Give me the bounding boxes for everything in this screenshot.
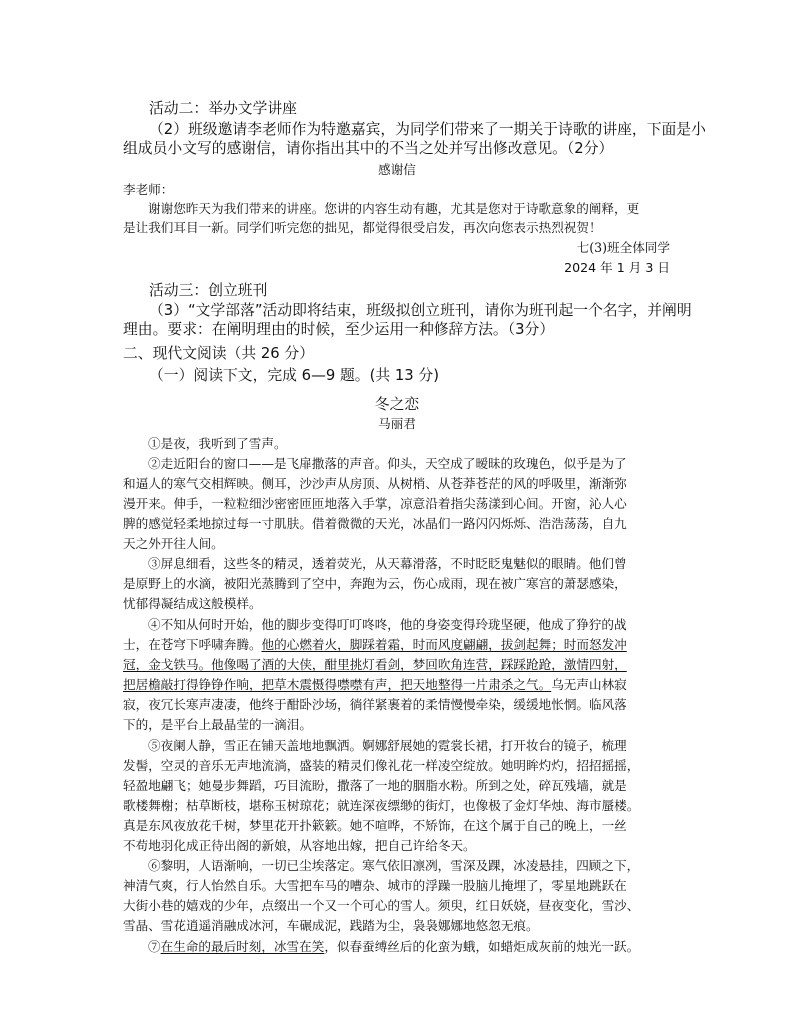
paragraph5-line1: ⑤夜阑人静，雪正在铺天盖地地飘洒。婀娜舒展她的霓裳长裙，打开妆台的镜子，梳理 [148, 738, 627, 753]
paragraph2-line2: 和逼人的寒气交相辉映。侧耳，沙沙声从房顶、从树梢、从苍莽苍茫的风的呼吸里，渐渐弥 [123, 476, 627, 491]
paragraph2-line5: 天之外开往人间。 [123, 536, 224, 551]
paragraph4-underlined-text: 他的心燃着火，脚踩着霜，时而风度翩翩，拔剑起舞；时而怒发冲 [261, 637, 627, 652]
paragraph3-line2: 是原野上的水滴，被阳光蒸腾到了空中，奔跑为云，伤心成雨，现在被广寒宫的萧瑟感染， [123, 576, 627, 591]
activity2-question-line1: （2）班级邀请李老师作为特邀嘉宾，为同学们带来了一期关于诗歌的讲座，下面是小 [149, 121, 706, 138]
activity2-question-line2: 组成员小文写的感谢信，请你指出其中的不当之处并写出修改意见。（2分） [123, 140, 614, 157]
activity3-question-line1: （3）“文学部落”活动即将结束，班级拟创立班刊，请你为班刊起一个名字，并阐明 [149, 302, 692, 319]
letter-body-line2: 是让我们耳目一新。同学们听完您的拙见，都觉得很受启发，再次向您表示热烈祝贺！ [123, 220, 602, 235]
letter-body-line1: 谢谢您昨天为我们带来的讲座。您讲的内容生动有趣，尤其是您对于诗歌意象的阐释，更 [148, 201, 640, 216]
letter-salutation: 李老师： [123, 182, 174, 197]
paragraph5-line4: 歌楼舞榭；枯草断枝，堪称玉树琼花；就连深夜缥缈的街灯，也像极了金灯华烛、海市蜃楼。 [123, 798, 640, 813]
paragraph5-line5: 真是东风夜放花千树，梦里花开扑簌簌。她不喧哗，不矫饰，在这个属于自己的晚上，一丝 [123, 818, 627, 833]
paragraph3-line1: ③屏息细看，这些冬的精灵，透着荧光，从天幕滑落，不时眨眨鬼魅似的眼睛。他们曾 [148, 556, 627, 571]
paragraph7-underlined-text: 在生命的最后时刻，冰雪在笑 [160, 939, 325, 954]
section2-subheading: （一）阅读下文，完成 6—9 题。(共 13 分) [149, 367, 439, 384]
paragraph7-number: ⑦ [148, 939, 161, 954]
paragraph6-line4: 雪晶、雪花逍遥消融成冰河，车碾成泥，践踏为尘，袅袅娜娜地悠忽无痕。 [123, 918, 539, 933]
paragraph5-line2: 发髻，空灵的音乐无声地流淌，盛装的精灵们像礼花一样凌空绽放。她明眸灼灼，招招摇摇， [123, 758, 640, 773]
paragraph6-line2: 神清气爽，行人怡然自乐。大雪把车马的嘈杂、城市的浮躁一股脑儿掩埋了，零星地跳跃在 [123, 878, 627, 893]
paragraph6-line3: 大街小巷的嬉戏的少年，点缀出一个又一个可心的雪人。须臾，红日妖娆，昼夜变化，雪沙、 [123, 898, 640, 913]
paragraph5-line3: 轻盈地翩飞；她曼步舞蹈，巧目流盼，撒落了一地的胭脂水粉。所到之处，碎瓦残墙，就是 [123, 778, 627, 793]
paragraph4-line3-underlined: 冠，金戈铁马。他像喝了酒的大侠，酣里挑灯看剑，梦回吹角连营，踩踩跄跄，激情四射， [123, 657, 627, 672]
paragraph2-line1: ②走近阳台的窗口——是飞扉撒落的声音。仰头，天空成了暧昧的玫瑰色，似乎是为了 [148, 456, 627, 471]
paragraph4-line6: 下的，是平台上最晶莹的一滴泪。 [123, 717, 312, 732]
paragraph7-line1 [148, 939, 639, 954]
paragraph4-line4-plain: 乌无声山林寂 [551, 677, 627, 692]
paragraph7-rest: ，似春蚕缚丝后的化蛮为蛾，如蜡炬成灰前的烛光一跃。 [324, 939, 640, 954]
paragraph4-line4 [123, 677, 627, 692]
letter-date: 2024 年 1 月 3 日 [564, 260, 670, 275]
section2-heading: 二、现代文阅读（共 26 分） [123, 345, 315, 362]
article-paragraph-1: ①是夜，我听到了雪声。 [148, 436, 287, 451]
activity3-question-line2: 理由。要求：在阐明理由的时候，至少运用一种修辞方法。（3分） [123, 321, 555, 338]
paragraph4-line4-underlined: 把居檐敲打得铮铮作响，把草木震慑得噤噤有声，把天地整得一片肃杀之气。 [123, 677, 552, 692]
paragraph5-line6: 不苟地羽化成正待出阁的新娘，从容地出嫁，把自己许给冬天。 [123, 838, 476, 853]
activity3-heading: 活动三：创立班刊 [149, 282, 268, 299]
paragraph4-line2-plain: 士，在苍穹下呼啸奔腾。 [123, 637, 262, 652]
paragraph4-line2 [123, 637, 627, 652]
paragraph4-line5: 寂，夜冗长寒声凄凄，他终于酣卧沙场，徜徉紧裹着的柔情慢慢牵染，缓缓地怅惘。临风落 [123, 697, 627, 712]
letter-signature: 七(3)班全体同学 [576, 240, 670, 255]
paragraph4-line1: ④不知从何时开始，他的脚步变得叮叮咚咚，他的身姿变得玲珑坚硬，他成了狰狞的战 [148, 617, 627, 632]
activity2-heading: 活动二：举办文学讲座 [149, 100, 297, 117]
letter-title: 感谢信 [378, 162, 416, 177]
paragraph3-line3: 忧郁得凝结成这般模样。 [123, 596, 262, 611]
paragraph2-line4: 脾的感觉轻柔地掠过每一寸肌肤。借着微微的天光，冰晶们一路闪闪烁烁、浩浩荡荡，自九 [123, 516, 627, 531]
article-author: 马丽君 [378, 416, 416, 431]
paragraph2-line3: 漫开来。伸手，一粒粒细沙密密匝匝地落入手掌，凉意沿着指尖荡漾到心间。开窗，沁人心 [123, 496, 627, 511]
article-title: 冬之恋 [374, 396, 420, 413]
paragraph6-line1: ⑥黎明，人语渐响，一切已尘埃落定。寒气依旧凛冽，雪深及踝，冰凌悬挂，四顾之下， [148, 858, 640, 873]
